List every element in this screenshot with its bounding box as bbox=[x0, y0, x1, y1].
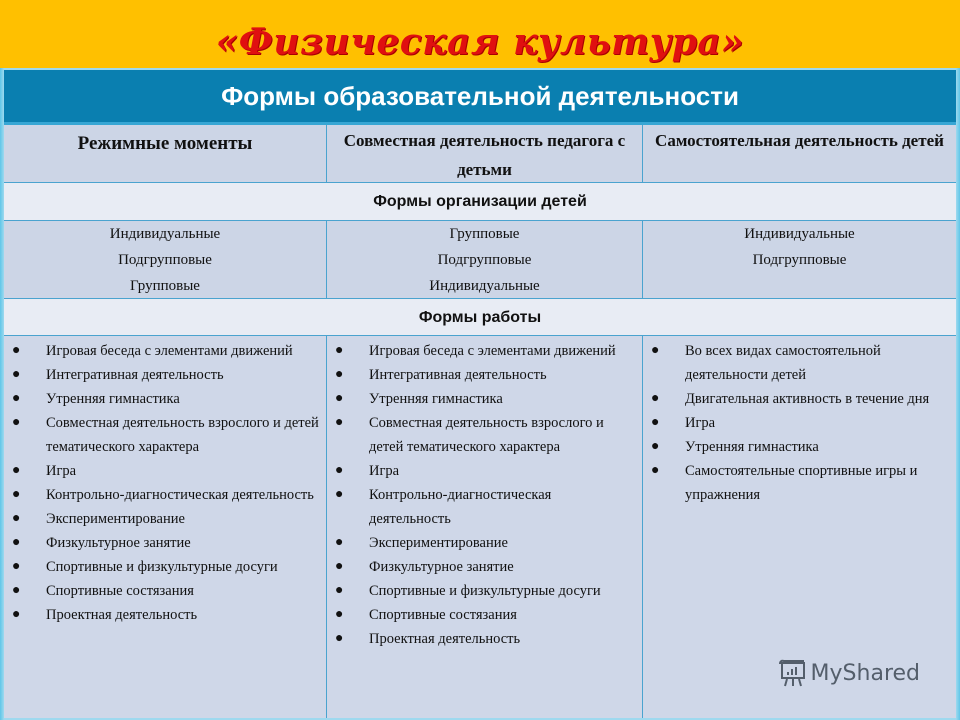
section-header-organization: Формы организации детей bbox=[4, 183, 956, 221]
bullet-icon: ● bbox=[335, 559, 344, 574]
org-form-item: Индивидуальные bbox=[744, 226, 855, 242]
list-item: ● Совместная деятельность взрослого и детей тематического характера bbox=[4, 411, 326, 459]
bullet-icon: ● bbox=[651, 439, 660, 454]
list-item: ● Самостоятельные спортивные игры и упражнения bbox=[643, 459, 956, 507]
list-item: ● Интегративная деятельность bbox=[327, 363, 642, 387]
bullet-icon: ● bbox=[335, 343, 344, 358]
column-header-joint-activity: Совместная деятельность педагога с детьми bbox=[327, 125, 643, 182]
org-form-item: Индивидуальные bbox=[109, 226, 221, 242]
title-bar bbox=[0, 0, 960, 68]
bullet-icon: ● bbox=[651, 343, 660, 358]
list-item: ● Утренняя гимнастика bbox=[4, 387, 326, 411]
bullet-icon: ● bbox=[12, 391, 21, 406]
bullet-icon: ● bbox=[12, 583, 21, 598]
list-item: ● Спортивные состязания bbox=[4, 579, 326, 603]
bullet-icon: ● bbox=[12, 415, 21, 430]
org-form-item: Подгрупповые bbox=[437, 252, 532, 268]
bullet-icon: ● bbox=[12, 607, 21, 622]
slide-title: «Физическая культура» bbox=[215, 21, 745, 63]
bullet-icon: ● bbox=[12, 511, 21, 526]
list-item: ● Игровая беседа с элементами движений bbox=[327, 339, 642, 363]
bullet-icon: ● bbox=[12, 367, 21, 382]
list-item: ● Экспериментирование bbox=[4, 507, 326, 531]
org-form-item: Групповые bbox=[449, 226, 520, 242]
work-forms-joint bbox=[327, 336, 643, 718]
list-item: ● Двигательная активность в течение дня bbox=[643, 387, 956, 411]
list-item: ● Физкультурное занятие bbox=[4, 531, 326, 555]
list-item: ● Контрольно-диагностическая деятельность bbox=[327, 483, 642, 531]
org-form-item: Индивидуальные bbox=[429, 278, 540, 294]
list-item: ● Спортивные состязания bbox=[327, 603, 642, 627]
list-item: ● Игра bbox=[4, 459, 326, 483]
presentation-board-icon bbox=[777, 658, 807, 688]
list-item: ● Проектная деятельность bbox=[327, 627, 642, 651]
bullet-icon: ● bbox=[335, 535, 344, 550]
bullet-icon: ● bbox=[12, 535, 21, 550]
bullet-icon: ● bbox=[335, 415, 344, 430]
table-main-header: Формы образовательной деятельности bbox=[4, 70, 956, 125]
list-item: ● Во всех видах самостоятельной деятельности детей bbox=[643, 339, 956, 387]
list-item: ● Игровая беседа с элементами движений bbox=[4, 339, 326, 363]
org-form-item: Подгрупповые bbox=[118, 252, 212, 268]
list-item: ● Игра bbox=[643, 411, 956, 435]
bullet-icon: ● bbox=[335, 463, 344, 478]
column-header-independent-activity: Самостоятельная деятельность детей bbox=[655, 131, 944, 150]
organization-forms-row bbox=[4, 221, 956, 299]
bullet-icon: ● bbox=[335, 607, 344, 622]
myshared-watermark[interactable] bbox=[777, 658, 920, 688]
list-item: ● Интегративная деятельность bbox=[4, 363, 326, 387]
bullet-icon: ● bbox=[12, 487, 21, 502]
bullet-icon: ● bbox=[335, 583, 344, 598]
list-item: ● Спортивные и физкультурные досуги bbox=[327, 579, 642, 603]
bullet-icon: ● bbox=[651, 391, 660, 406]
list-item: ● Совместная деятельность взрослого и детей тематического характера bbox=[327, 411, 642, 459]
bullet-icon: ● bbox=[335, 487, 344, 502]
work-forms-routine bbox=[4, 336, 327, 718]
bullet-icon: ● bbox=[12, 343, 21, 358]
list-item: ● Экспериментирование bbox=[327, 531, 642, 555]
list-item: ● Игра bbox=[327, 459, 642, 483]
bullet-icon: ● bbox=[335, 367, 344, 382]
list-item: ● Спортивные и физкультурные досуги bbox=[4, 555, 326, 579]
org-forms-independent bbox=[643, 221, 956, 298]
bullet-icon: ● bbox=[651, 415, 660, 430]
column-header-routine: Режимные моменты bbox=[4, 125, 327, 182]
org-forms-routine bbox=[4, 221, 327, 298]
list-item: ● Физкультурное занятие bbox=[327, 555, 642, 579]
bullet-icon: ● bbox=[335, 631, 344, 646]
org-form-item: Групповые bbox=[130, 278, 200, 294]
work-forms-list bbox=[327, 339, 642, 651]
list-item: ● Утренняя гимнастика bbox=[327, 387, 642, 411]
bullet-icon: ● bbox=[651, 463, 660, 478]
slide-frame bbox=[0, 68, 960, 720]
column-headers-row bbox=[4, 125, 956, 183]
org-forms-joint bbox=[327, 221, 643, 298]
section-header-work: Формы работы bbox=[4, 299, 956, 336]
bullet-icon: ● bbox=[335, 391, 344, 406]
list-item: ● Проектная деятельность bbox=[4, 603, 326, 627]
work-forms-list bbox=[643, 339, 956, 507]
education-forms-table bbox=[4, 70, 956, 718]
work-forms-list bbox=[4, 339, 326, 627]
list-item: ● Утренняя гимнастика bbox=[643, 435, 956, 459]
watermark-text: MyShared bbox=[810, 660, 920, 686]
list-item: ● Контрольно-диагностическая деятельность bbox=[4, 483, 326, 507]
org-form-item: Подгрупповые bbox=[752, 252, 847, 268]
bullet-icon: ● bbox=[12, 559, 21, 574]
bullet-icon: ● bbox=[12, 463, 21, 478]
